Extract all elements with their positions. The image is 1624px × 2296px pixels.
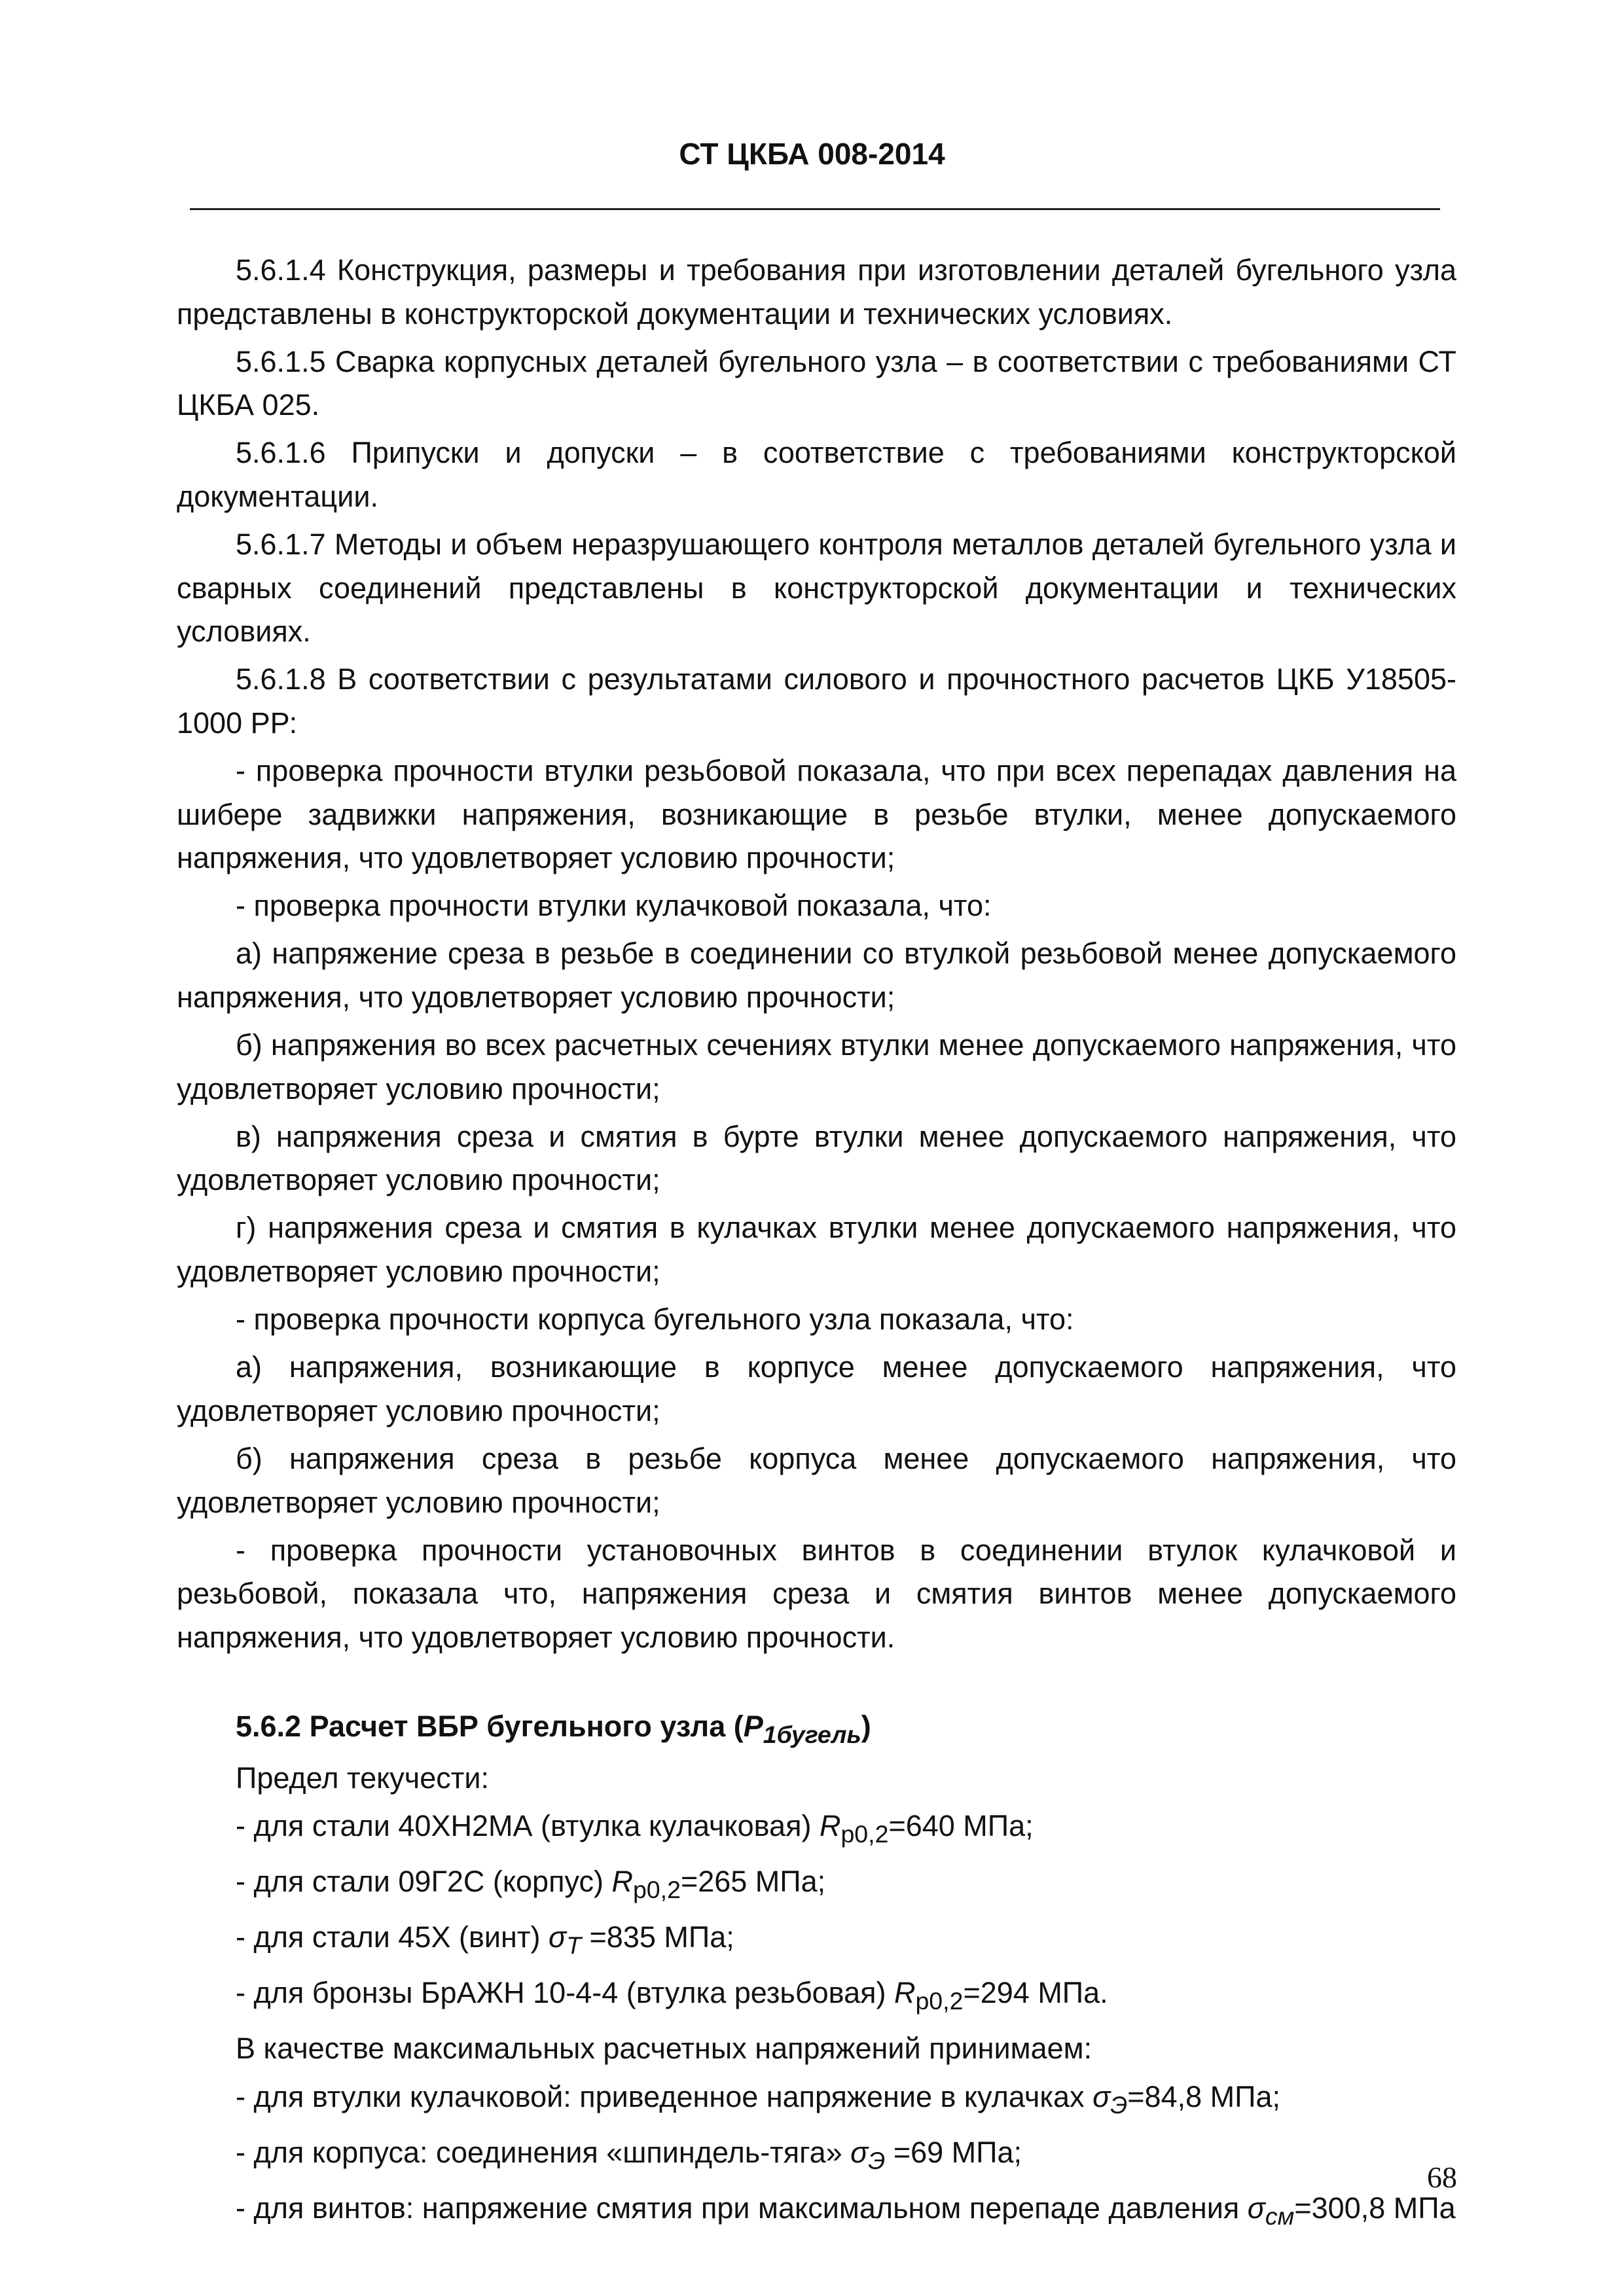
list-item: г) напряжения среза и смятия в кулачках втулки менее допускаемого напряжения, что удовлетворяет условию прочности;	[177, 1211, 1456, 1289]
list-item: - проверка прочности втулки резьбовой показала, что при всех перепадах давления на шибере задвижки напряжения, возникающие в резьбе втулки, менее допускаемого напряжения, что удовлетворяет условию прочности;	[177, 754, 1456, 875]
list-item: - проверка прочности втулки кулачковой показала, что:	[236, 889, 992, 923]
list-item: - для стали 40ХН2МА (втулка кулачковая) $R_{p0,2}=640$ МПа;	[236, 1809, 1034, 1848]
list-item: - для бронзы БрАЖН 10-4-4 (втулка резьбовая) $R_{p0,2}=294$ МПа.	[236, 1976, 1108, 2015]
yield-title: Предел текучести:	[236, 1761, 490, 1795]
list-item: - для винтов: напряжение смятия при максимальном перепаде давления $\sigma_{см}=300,8$ МПа	[236, 2191, 1456, 2230]
clause-5-6-1-7: 5.6.1.7 Методы и объем неразрушающего контроля металлов деталей бугельного узла и сварных соединений представлены в конструкторской документации и технических условиях.	[177, 528, 1456, 649]
list-item: б) напряжения среза в резьбе корпуса менее допускаемого напряжения, что удовлетворяет условию прочности;	[177, 1441, 1456, 1519]
list-item: - для стали 09Г2С (корпус) $R_{p0,2}=265$ МПа;	[236, 1865, 826, 1904]
clause-5-6-1-8: 5.6.1.8 В соответствии с результатами силового и прочностного расчетов ЦКБ У18505-1000 РР:	[177, 662, 1456, 740]
list-item: - проверка прочности корпуса бугельного узла показала, что:	[236, 1302, 1074, 1336]
list-item: а) напряжение среза в резьбе в соединении со втулкой резьбовой менее допускаемого напряжения, что удовлетворяет условию прочности;	[177, 937, 1456, 1014]
document-header: СТ ЦКБА 008-2014	[679, 137, 945, 171]
list-item: - для стали 45Х (винт) $\sigma_T =835$ МПа;	[236, 1920, 734, 1960]
list-item: - проверка прочности установочных винтов в соединении втулок кулачковой и резьбовой, показала что, напряжения среза и смятия винтов менее допускаемого напряжения, что удовлетворяет условию прочности.	[177, 1533, 1456, 1654]
list-item: а) напряжения, возникающие в корпусе менее допускаемого напряжения, что удовлетворяет условию прочности;	[177, 1350, 1456, 1427]
list-item: - для втулки кулачковой: приведенное напряжение в кулачках $\sigma_Э=84,8$ МПа;	[236, 2079, 1280, 2119]
list-item: в) напряжения среза и смятия в бурте втулки менее допускаемого напряжения, что удовлетворяет условию прочности;	[177, 1119, 1456, 1197]
max-stress-title: В качестве максимальных расчетных напряжений принимаем:	[236, 2032, 1092, 2066]
clause-5-6-1-6: 5.6.1.6 Припуски и допуски – в соответствие с требованиями конструкторской документации.	[177, 436, 1456, 513]
list-item: б) напряжения во всех расчетных сечениях втулки менее допускаемого напряжения, что удовлетворяет условию прочности;	[177, 1028, 1456, 1105]
section-heading-5-6-2: 5.6.2 Расчет ВБР бугельного узла $(P_{1бугель})$	[236, 1710, 871, 1749]
clause-5-6-1-4: 5.6.1.4 Конструкция, размеры и требования при изготовлении деталей бугельного узла представлены в конструкторской документации и технических условиях.	[177, 253, 1456, 331]
page-number: 68	[1427, 2161, 1457, 2194]
list-item: - для корпуса: соединения «шпиндель-тяга» $\sigma_Э =69$ МПа;	[236, 2135, 1022, 2174]
clause-5-6-1-5: 5.6.1.5 Сварка корпусных деталей бугельного узла – в соответствии с требованиями СТ ЦКБА 025.	[177, 344, 1456, 422]
document-body	[177, 249, 1456, 2242]
header-rule	[190, 208, 1440, 210]
